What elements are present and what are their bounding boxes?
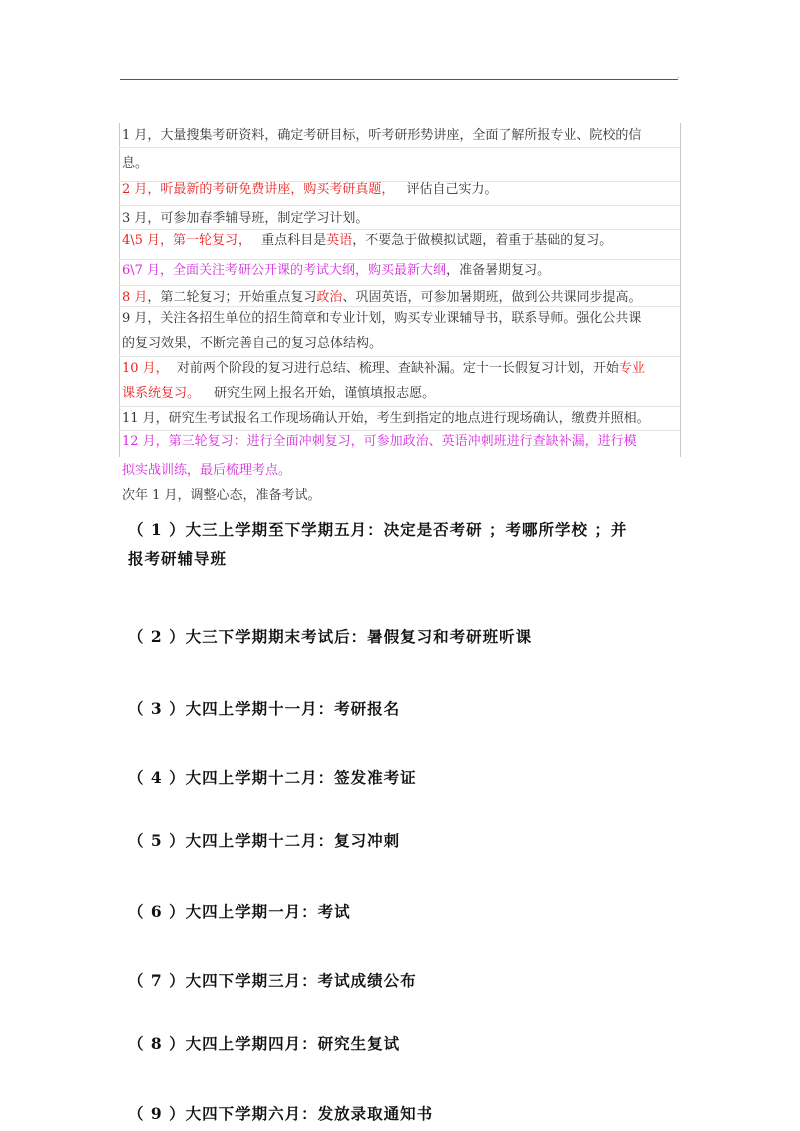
timeline-jun-jul-highlight: 6\7 月，全面关注考研公开课的考试大纲，购买最新大纲 — [122, 263, 447, 278]
timeline-oct-subject: 专业 — [618, 361, 645, 376]
timeline-feb — [122, 182, 498, 197]
row-divider — [119, 285, 680, 286]
timeline-mar: 3 月，可参加春季辅导班，制定学习计划。 — [122, 211, 369, 226]
timeline-oct — [122, 361, 645, 376]
row-divider — [119, 306, 680, 307]
row-divider — [119, 229, 680, 230]
step-1: （ 1 ）大三上学期至下学期五月：决定是否考研 ；考哪所学校 ；并 — [128, 520, 628, 539]
timeline-jun-jul — [122, 263, 550, 278]
timeline-oct-registration: 研究生网上报名开始，谨慎填报志愿。 — [214, 386, 436, 401]
timeline-oct-cont — [122, 386, 435, 401]
timeline-apr-may-highlight: 4\5 月，第一轮复习， — [122, 233, 252, 248]
timeline-next-jan: 次年 1 月，调整心态，准备考试。 — [122, 488, 321, 503]
timeline-apr-may-rest: ，不要急于做模拟试题，着重于基础的复习。 — [352, 233, 613, 248]
timeline-oct-highlight: 10 月， — [122, 361, 169, 376]
timeline-feb-highlight: 2 月，听最新的考研免费讲座，购买考研真题， — [122, 182, 395, 197]
timeline-aug-text: ，第二轮复习；开始重点复习 — [147, 290, 317, 305]
timeline-apr-may — [122, 233, 612, 248]
row-divider — [119, 430, 680, 431]
timeline-dec: 12 月，第三轮复习：进行全面冲刺复习，可参加政治、英语冲刺班进行查缺补漏，进行模 — [122, 434, 637, 449]
row-divider — [119, 259, 680, 260]
timeline-jun-jul-text: ，准备暑期复习。 — [446, 263, 551, 278]
step-9: （ 9 ）大四下学期六月：发放录取通知书 — [128, 1104, 434, 1123]
step-7: （ 7 ）大四下学期三月：考试成绩公布 — [128, 971, 417, 990]
step-1-cont: 报考研辅导班 — [128, 549, 228, 568]
row-divider — [119, 205, 680, 206]
timeline-oct-subject-cont: 课系统复习。 — [122, 386, 201, 401]
step-4: （ 4 ）大四上学期十二月：签发准考证 — [128, 768, 417, 787]
timeline-apr-may-subject: 英语 — [326, 233, 353, 248]
timeline-sep: 9 月，关注各招生单位的招生简章和专业计划，购买专业课辅导书，联系导师。强化公共课 — [122, 311, 642, 326]
row-divider — [119, 147, 680, 148]
row-divider — [119, 356, 680, 357]
timeline-dec-cont: 拟实战训练，最后梳理考点。 — [122, 463, 292, 478]
step-2: （ 2 ）大三下学期期末考试后：暑假复习和考研班听课 — [128, 627, 533, 646]
step-5: （ 5 ）大四上学期十二月：复习冲刺 — [128, 831, 401, 850]
step-6: （ 6 ）大四上学期一月：考试 — [128, 902, 351, 921]
timeline-aug-rest: 、巩固英语，可参加暑期班，做到公共课同步提高。 — [342, 290, 642, 305]
timeline-sep-cont: 的复习效果，不断完善自己的复习总体结构。 — [122, 336, 383, 351]
header-mark: . — [677, 72, 680, 80]
timeline-nov: 11 月，研究生考试报名工作现场确认开始，考生到指定的地点进行现场确认，缴费并照相。 — [122, 411, 650, 426]
timeline-oct-text: 对前两个阶段的复习进行总结、梳理、查缺补漏。定十一长假复习计划，开始 — [176, 361, 619, 376]
timeline-feb-text: 评估自己实力。 — [406, 182, 498, 197]
timeline-aug-subject: 政治 — [316, 290, 343, 305]
timeline-jan-cont: 息。 — [122, 156, 149, 171]
timeline-aug-highlight: 8 月 — [122, 290, 148, 305]
timeline-aug — [122, 290, 641, 305]
row-divider — [119, 406, 680, 407]
step-3: （ 3 ）大四上学期十一月：考研报名 — [128, 699, 401, 718]
header-rule — [120, 79, 678, 80]
timeline-jan: 1 月，大量搜集考研资料，确定考研目标，听考研形势讲座，全面了解所报专业、院校的信 — [122, 128, 642, 143]
step-8: （ 8 ）大四上学期四月：研究生复试 — [128, 1034, 401, 1053]
timeline-apr-may-text: 重点科目是 — [261, 233, 327, 248]
